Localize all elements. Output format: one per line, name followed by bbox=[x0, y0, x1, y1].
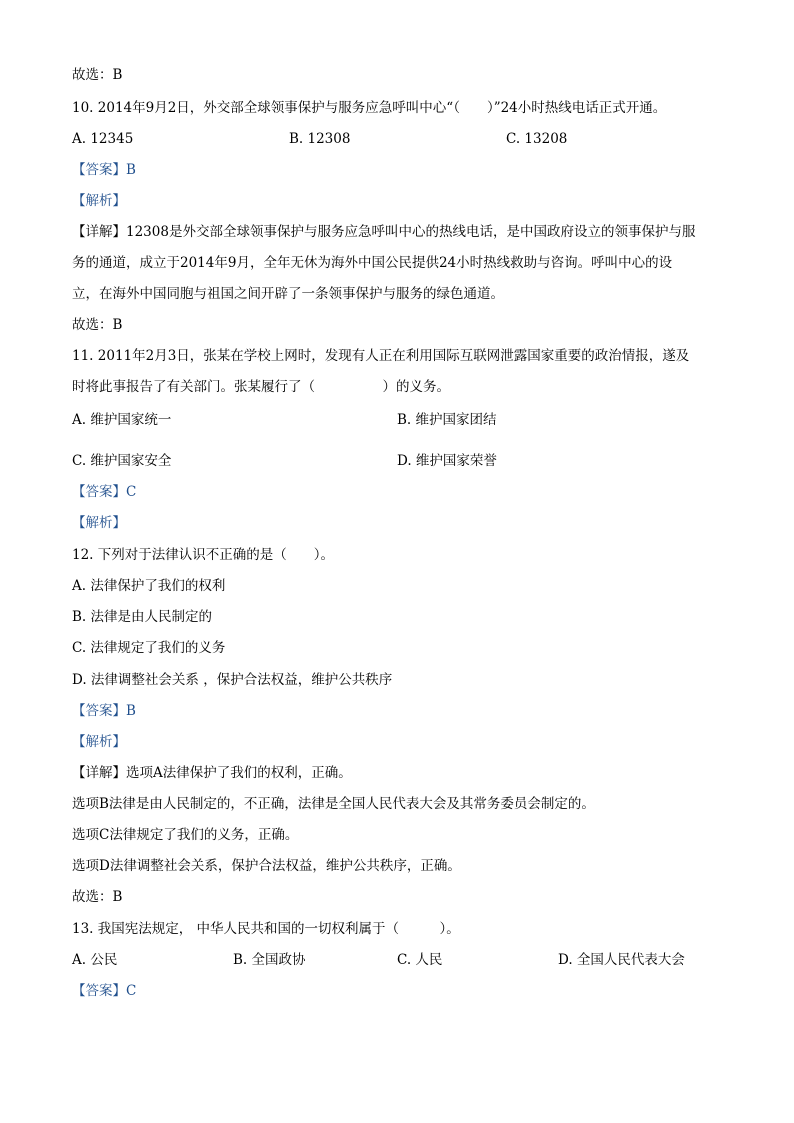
q13-option-d: D. 全国人民代表大会 bbox=[558, 952, 685, 968]
question-11-cont: 时将此事报告了有关部门。张某履行了（ ）的义务。 bbox=[72, 379, 450, 395]
q10-option-b: B. 12308 bbox=[289, 131, 351, 147]
answer-conclusion: 故选：B bbox=[72, 67, 123, 83]
answer-label: 【答案】C bbox=[72, 484, 137, 500]
question-13: 13. 我国宪法规定， 中华人民共和国的一切权利属于（ ）。 bbox=[72, 921, 460, 937]
analysis-label: 【解析】 bbox=[72, 734, 126, 750]
explanation-line: 【详解】选项A法律保护了我们的权利，正确。 bbox=[72, 765, 352, 781]
q11-option-c: C. 维护国家安全 bbox=[72, 453, 172, 469]
answer-label: 【答案】C bbox=[72, 983, 137, 999]
q10-option-a: A. 12345 bbox=[72, 131, 134, 147]
explanation-line: 选项D法律调整社会关系，保护合法权益，维护公共秩序，正确。 bbox=[72, 858, 461, 874]
q12-option-b: B. 法律是由人民制定的 bbox=[72, 609, 213, 625]
q13-option-a: A. 公民 bbox=[72, 952, 118, 968]
explanation-line: 选项C法律规定了我们的义务，正确。 bbox=[72, 827, 299, 843]
analysis-label: 【解析】 bbox=[72, 193, 126, 209]
q12-option-d: D. 法律调整社会关系 ，保护合法权益，维护公共秩序 bbox=[72, 672, 393, 688]
q10-option-c: C. 13208 bbox=[506, 131, 568, 147]
answer-label: 【答案】B bbox=[72, 162, 136, 178]
question-10: 10. 2014年9月2日，外交部全球领事保护与服务应急呼叫中心“（ ）”24小时热线电话正式开通。 bbox=[72, 100, 667, 116]
analysis-label: 【解析】 bbox=[72, 515, 126, 531]
question-11: 11. 2011年2月3日，张某在学校上网时，发现有人正在利用国际互联网泄露国家重要的政治情报，遂及 bbox=[72, 348, 690, 364]
explanation-line: 立，在海外中国同胞与祖国之间开辟了一条领事保护与服务的绿色通道。 bbox=[72, 286, 504, 302]
explanation-line: 【详解】12308是外交部全球领事保护与服务应急呼叫中心的热线电话，是中国政府设立的领事保护与服 bbox=[72, 224, 696, 240]
q11-option-a: A. 维护国家统一 bbox=[72, 412, 172, 428]
q12-option-a: A. 法律保护了我们的权利 bbox=[72, 578, 226, 594]
answer-conclusion: 故选：B bbox=[72, 889, 123, 905]
explanation-line: 选项B法律是由人民制定的，不正确，法律是全国人民代表大会及其常务委员会制定的。 bbox=[72, 796, 595, 812]
answer-label: 【答案】B bbox=[72, 703, 136, 719]
q13-option-b: B. 全国政协 bbox=[233, 952, 306, 968]
answer-conclusion: 故选：B bbox=[72, 317, 123, 333]
question-12: 12. 下列对于法律认识不正确的是（ ）。 bbox=[72, 547, 335, 563]
q11-option-b: B. 维护国家团结 bbox=[397, 412, 497, 428]
explanation-line: 务的通道，成立于2014年9月，全年无休为海外中国公民提供24小时热线救助与咨询。呼叫中心的设 bbox=[72, 255, 673, 271]
q13-option-c: C. 人民 bbox=[397, 952, 443, 968]
q12-option-c: C. 法律规定了我们的义务 bbox=[72, 640, 226, 656]
q11-option-d: D. 维护国家荣誉 bbox=[397, 453, 497, 469]
